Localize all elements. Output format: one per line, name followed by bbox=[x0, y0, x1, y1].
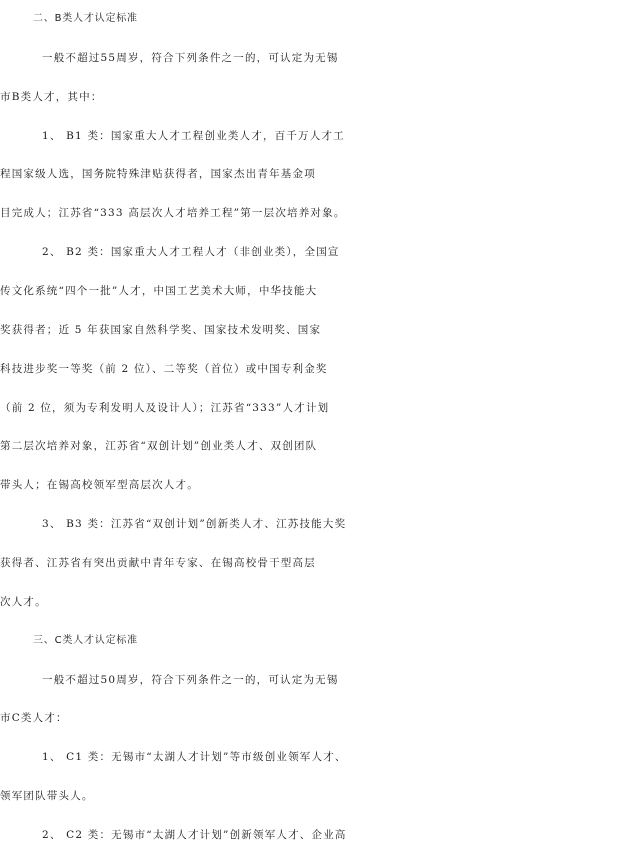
b2-line-1: 2、 B2 类：国家重大人才工程人才（非创业类），全国宣 bbox=[42, 246, 340, 259]
b2-line-6: 第二层次培养对象，江苏省“双创计划”创业类人才、双创团队 bbox=[0, 440, 318, 453]
section-b-heading: 二、B类人才认定标准 bbox=[33, 13, 138, 24]
b2-line-5: （前 2 位，须为专利发明人及设计人）；江苏省“333”人才计划 bbox=[0, 401, 330, 414]
section-c-intro-line-1: 一般不超过50周岁，符合下列条件之一的，可认定为无锡 bbox=[42, 673, 339, 686]
section-c-intro-line-2: 市C类人才： bbox=[0, 712, 68, 725]
b1-line-1: 1、 B1 类：国家重大人才工程创业类人才，百千万人才工 bbox=[42, 129, 345, 142]
b3-line-1: 3、 B3 类：江苏省“双创计划”创新类人才、江苏技能大奖 bbox=[42, 518, 347, 531]
b2-line-3: 奖获得者；近 5 年获国家自然科学奖、国家技术发明奖、国家 bbox=[0, 323, 322, 336]
section-c-heading: 三、C类人才认定标准 bbox=[33, 634, 138, 646]
b2-line-4: 科技进步奖一等奖（前 2 位）、二等奖（首位）或中国专利金奖 bbox=[0, 362, 328, 375]
b1-line-3: 目完成人；江苏省“333 高层次人才培养工程”第一层次培养对象。 bbox=[0, 207, 346, 220]
c1-line-1: 1、 C1 类：无锡市“太湖人才计划”等市级创业领军人才、 bbox=[42, 751, 347, 764]
b2-line-7: 带头人；在锡高校领军型高层次人才。 bbox=[0, 479, 199, 492]
section-b-intro-line-2: 市B类人才，其中： bbox=[0, 90, 103, 103]
c2-line-1: 2、 C2 类：无锡市“太湖人才计划”创新领军人才、企业高 bbox=[42, 829, 347, 841]
b1-line-2: 程国家级人选，国务院特殊津贴获得者，国家杰出青年基金项 bbox=[0, 168, 316, 181]
b3-line-2: 获得者、江苏省有突出贡献中青年专家、在锡高校骨干型高层 bbox=[0, 557, 316, 569]
section-b-intro-line-1: 一般不超过55周岁，符合下列条件之一的，可认定为无锡 bbox=[42, 51, 339, 64]
b2-line-2: 传文化系统“四个一批”人才，中国工艺美术大师，中华技能大 bbox=[0, 285, 318, 297]
b3-line-3: 次人才。 bbox=[0, 595, 47, 608]
c1-line-2: 领军团队带头人。 bbox=[0, 790, 94, 803]
